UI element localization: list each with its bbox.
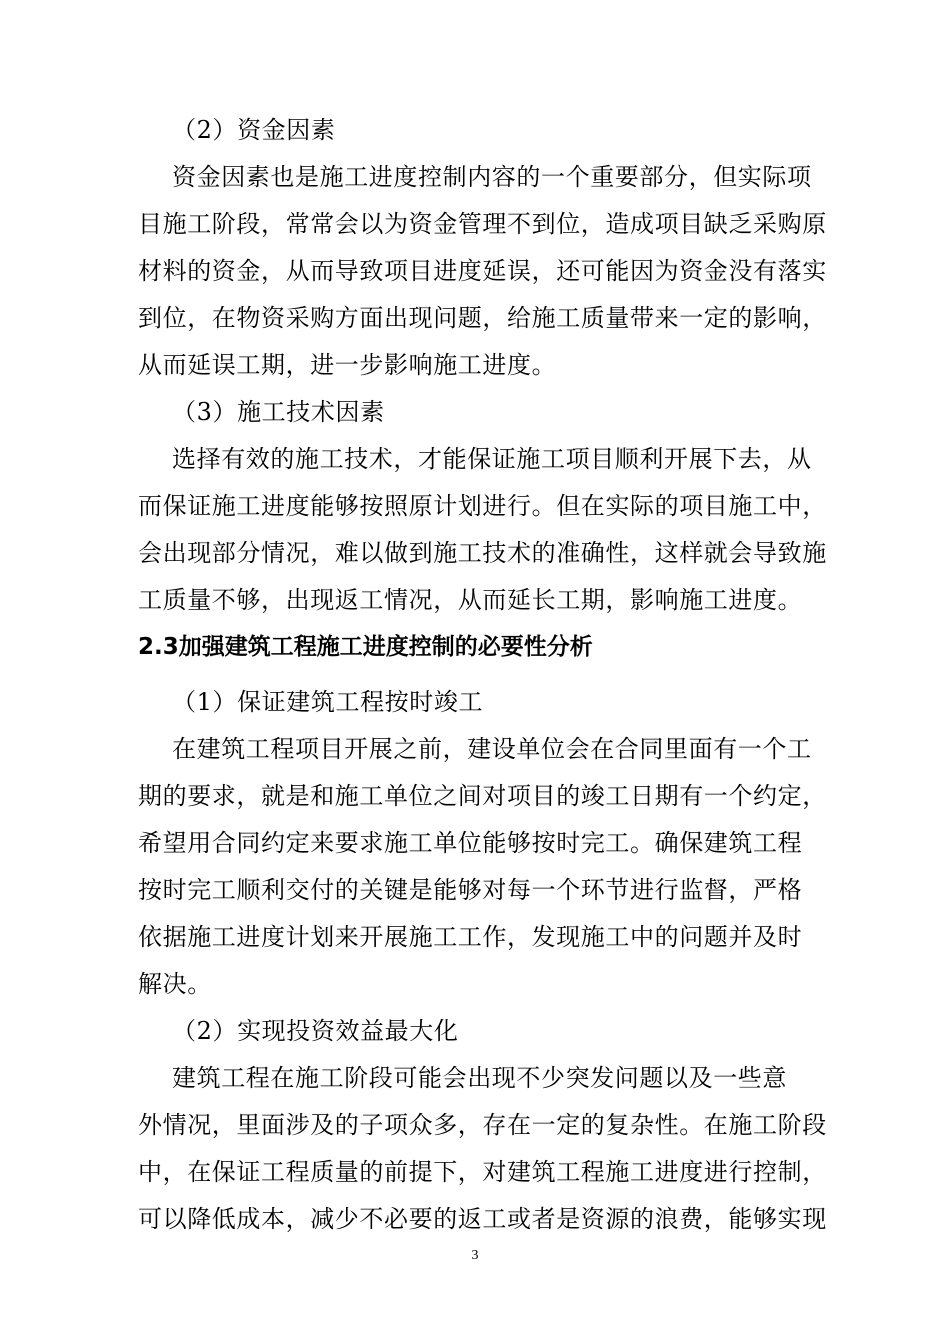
paragraph-line: 期的要求，就是和施工单位之间对项目的竣工日期有一个约定， (138, 782, 827, 810)
paragraph-line: 从而延误工期，进一步影响施工进度。 (138, 351, 557, 379)
paragraph-line: 外情况，里面涉及的子项众多，存在一定的复杂性。在施工阶段 (138, 1111, 827, 1139)
subheading-technology: （3）施工技术因素 (172, 398, 385, 426)
paragraph-line: 解决。 (138, 970, 212, 998)
subheading-on-time: （1）保证建筑工程按时竣工 (172, 688, 484, 716)
paragraph-line: 在建筑工程项目开展之前，建设单位会在合同里面有一个工 (172, 735, 812, 763)
page-number: 3 (471, 1248, 479, 1263)
paragraph-line: 希望用合同约定来要求施工单位能够按时完工。确保建筑工程 (138, 829, 803, 857)
paragraph-line: 工质量不够，出现返工情况，从而延长工期，影响施工进度。 (138, 586, 803, 614)
paragraph-line: 会出现部分情况，难以做到施工技术的准确性，这样就会导致施 (138, 539, 827, 567)
paragraph-line: 依据施工进度计划来开展施工工作，发现施工中的问题并及时 (138, 923, 803, 951)
paragraph-line: 材料的资金，从而导致项目进度延误，还可能因为资金没有落实 (138, 257, 827, 285)
section-heading: 2.3加强建筑工程施工进度控制的必要性分析 (138, 634, 593, 660)
paragraph-line: 可以降低成本，减少不必要的返工或者是资源的浪费，能够实现 (138, 1205, 827, 1233)
paragraph-line: 资金因素也是施工进度控制内容的一个重要部分，但实际项 (172, 163, 812, 191)
paragraph-line: 到位，在物资采购方面出现问题，给施工质量带来一定的影响， (138, 304, 827, 332)
paragraph-line: 按时完工顺利交付的关键是能够对每一个环节进行监督，严格 (138, 876, 803, 904)
subheading-funding: （2）资金因素 (172, 116, 336, 144)
paragraph-line: 目施工阶段，常常会以为资金管理不到位，造成项目缺乏采购原 (138, 210, 827, 238)
paragraph-line: 建筑工程在施工阶段可能会出现不少突发问题以及一些意 (172, 1064, 787, 1092)
paragraph-line: 而保证施工进度能够按照原计划进行。但在实际的项目施工中， (138, 492, 827, 520)
subheading-investment: （2）实现投资效益最大化 (172, 1017, 459, 1045)
paragraph-line: 选择有效的施工技术，才能保证施工项目顺利开展下去，从 (172, 445, 812, 473)
paragraph-line: 中，在保证工程质量的前提下，对建筑工程施工进度进行控制， (138, 1158, 827, 1186)
